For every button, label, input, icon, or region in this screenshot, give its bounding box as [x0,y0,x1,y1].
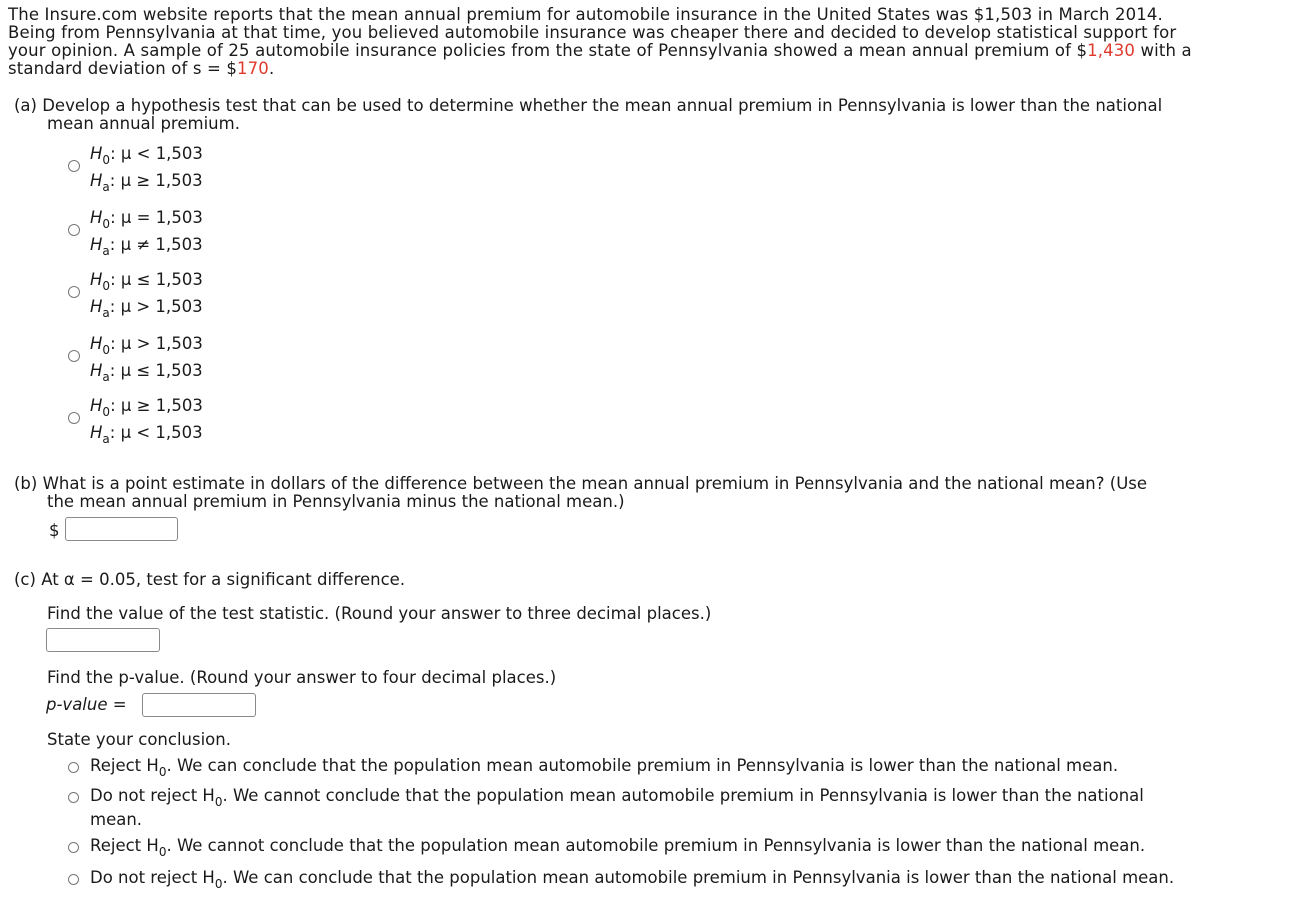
intro-line-2: Being from Pennsylvania at that time, you believed automobile insurance was cheaper there and decided to develop statistical support for [8,23,1177,42]
h0-symbol: H [90,144,103,163]
conclusion-radio[interactable] [68,762,79,773]
hypothesis-radio[interactable] [68,412,80,424]
conclusion-text: . We cannot conclude that the population mean automobile premium in Pennsylvania is lower than the national mean. [166,836,1146,855]
conclusion-text: 0 [214,795,223,809]
hypothesis-option: $H_0$: μ = 1,503 $H_a$: μ ≠ 1,503 [90,208,203,258]
intro-line-3 [8,42,1290,60]
ha-statement: μ < 1,503 [120,423,203,442]
conclusion-option [90,786,1144,829]
ha-statement: μ ≤ 1,503 [120,361,203,380]
conclusion-text: Reject H [90,756,159,775]
part-b-question [14,475,1147,511]
hypothesis-radio[interactable] [68,286,80,298]
part-b-line-1: (b) What is a point estimate in dollars of the difference between the mean annual premium in Pennsylvania and the national mean? (Use [14,474,1148,493]
conclusion-radio[interactable] [68,792,79,803]
hypothesis-option: $H_0$: μ < 1,503 $H_a$: μ ≥ 1,503 [90,144,203,194]
conclusion-question: State your conclusion. [47,730,231,749]
h0-symbol: H [90,208,103,227]
conclusion-text: Do not reject H [90,786,215,805]
ha-symbol: H [90,235,103,254]
part-c-question: (c) At α = 0.05, test for a significant difference. [14,570,406,589]
part-a-line-2: mean annual premium. [47,114,240,133]
hypothesis-radio[interactable] [68,350,80,362]
conclusion-text: Do not reject H [90,868,215,887]
ha-statement: μ ≥ 1,503 [120,171,203,190]
conclusion-text: 0 [158,845,167,859]
h0-symbol: H [90,334,103,353]
conclusion-text: . We can conclude that the population mean automobile premium in Pennsylvania is lower than the national mean. [166,756,1119,775]
h0-statement: μ > 1,503 [120,334,203,353]
intro-line-4 [8,60,1290,78]
currency-label: $ [49,521,60,540]
conclusion-text: Reject H [90,836,159,855]
h0-statement: μ ≥ 1,503 [120,396,203,415]
ha-symbol: H [90,297,103,316]
conclusion-option [90,868,1175,891]
ha-statement: μ ≠ 1,503 [120,235,203,254]
conclusion-text: mean. [90,810,143,829]
h0-statement: μ < 1,503 [120,144,203,163]
conclusion-option [90,836,1146,859]
part-a-line-1: (a) Develop a hypothesis test that can be used to determine whether the mean annual premium in Pennsylvania is lower than the national [14,96,1163,115]
conclusion-text: 0 [214,877,223,891]
intro-line-4a: standard deviation of s = $ [8,59,237,78]
intro-line-1: The Insure.com website reports that the mean annual premium for automobile insurance in the United States was $1,503 in March 2014. [8,5,1163,24]
part-b-line-2: the mean annual premium in Pennsylvania minus the national mean.) [47,492,625,511]
hypothesis-option: $H_0$: μ ≥ 1,503 $H_a$: μ < 1,503 [90,396,203,446]
conclusion-radio[interactable] [68,842,79,853]
part-a-question [14,97,1162,133]
intro-line-4c: . [268,59,275,78]
p-value-label: p-value = [46,695,127,714]
hypothesis-radio[interactable] [68,224,80,236]
intro-line-3c: with a [1135,41,1192,60]
hypothesis-option: $H_0$: μ > 1,503 $H_a$: μ ≤ 1,503 [90,334,203,384]
h0-symbol: H [90,396,103,415]
p-value-question: Find the p-value. (Round your answer to four decimal places.) [47,668,557,687]
conclusion-text: . We can conclude that the population mean automobile premium in Pennsylvania is lower than the national mean. [222,868,1175,887]
ha-symbol: H [90,361,103,380]
conclusion-radio[interactable] [68,874,79,885]
intro-line-3a: your opinion. A sample of 25 automobile insurance policies from the state of Pennsylvania showed a mean annual premium of $ [8,41,1088,60]
p-value-input[interactable] [142,693,256,717]
point-estimate-input[interactable] [65,517,178,541]
conclusion-option [90,756,1119,779]
h0-symbol: H [90,270,103,289]
hypothesis-option: $H_0$: μ ≤ 1,503 $H_a$: μ > 1,503 [90,270,203,320]
ha-symbol: H [90,423,103,442]
test-stat-question: Find the value of the test statistic. (Round your answer to three decimal places.) [47,604,712,623]
ha-statement: μ > 1,503 [120,297,203,316]
hypothesis-radio[interactable] [68,160,80,172]
sample-mean-value: 1,430 [1087,41,1136,60]
ha-symbol: H [90,171,103,190]
conclusion-text: . We cannot conclude that the population mean automobile premium in Pennsylvania is lower than the national [222,786,1144,805]
problem-intro [8,6,1290,78]
sample-sd-value: 170 [236,59,269,78]
h0-statement: μ = 1,503 [120,208,203,227]
test-statistic-input[interactable] [46,628,160,652]
conclusion-text: 0 [158,765,167,779]
h0-statement: μ ≤ 1,503 [120,270,203,289]
